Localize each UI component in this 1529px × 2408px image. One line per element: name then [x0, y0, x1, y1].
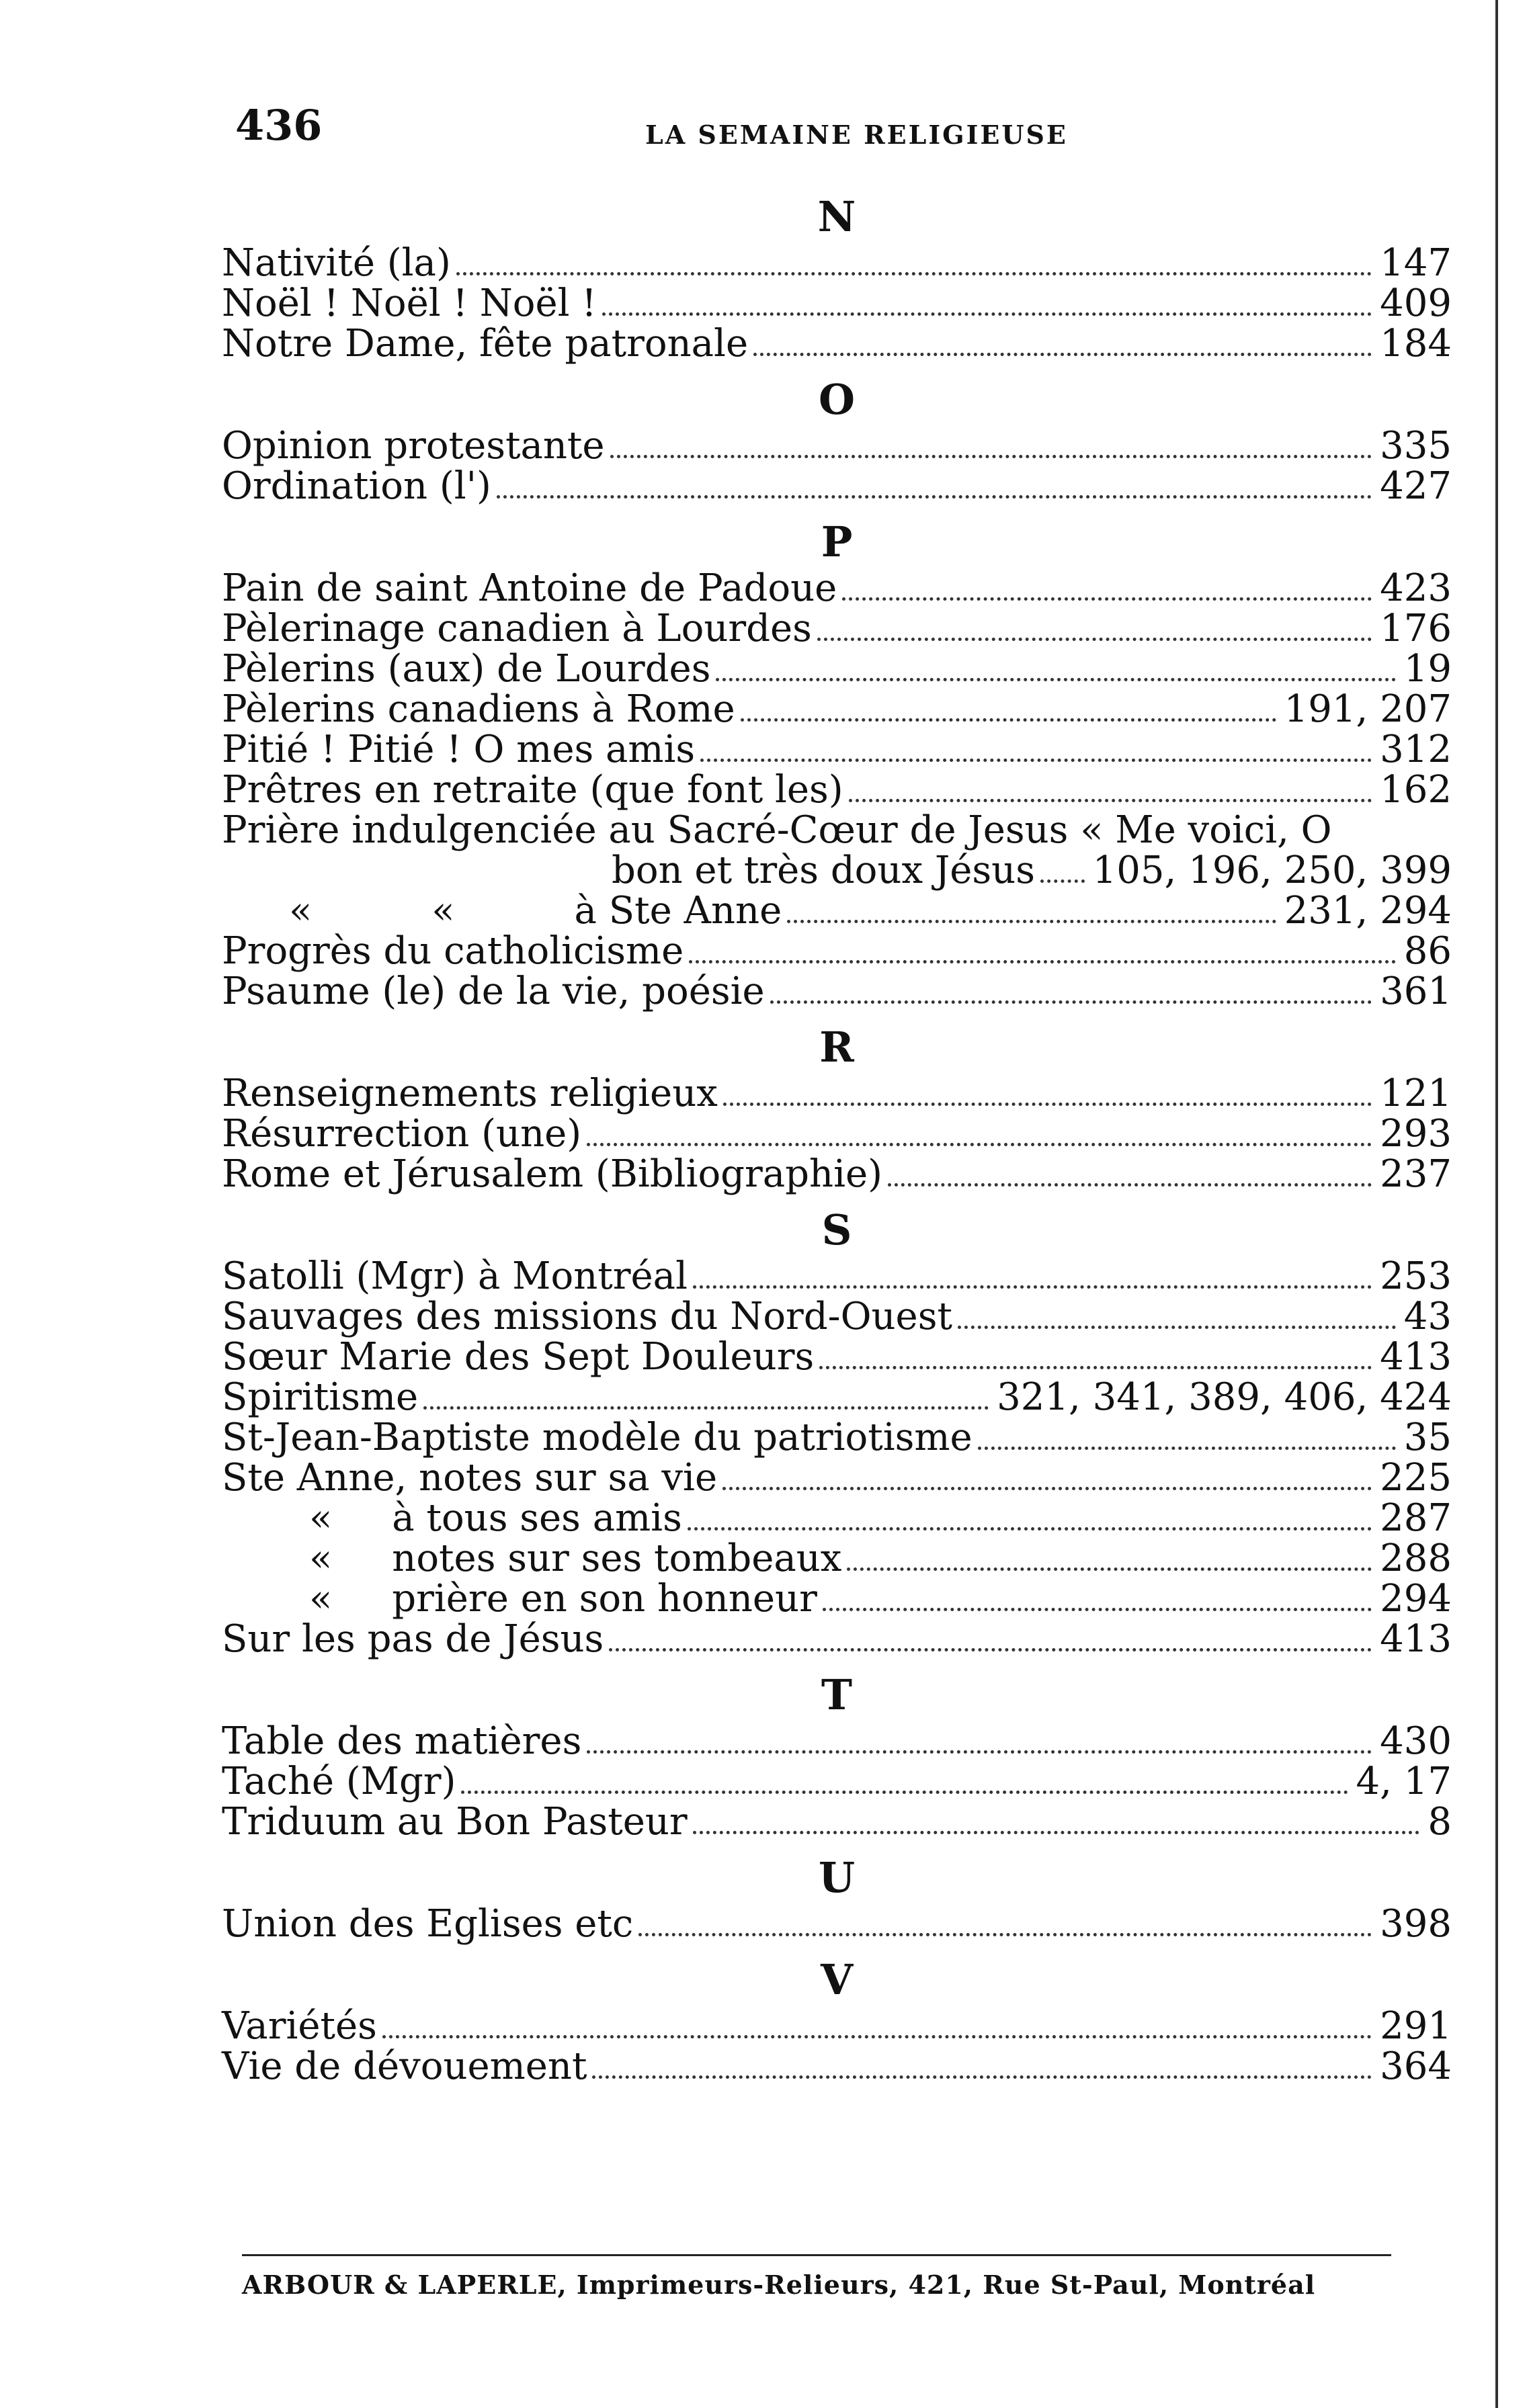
entry-label: Ordination (l'): [222, 464, 491, 508]
section-letter-n: N: [817, 192, 856, 241]
running-head: LA SEMAINE RELIGIEUSE: [645, 120, 1068, 150]
index-entry: [222, 1802, 1452, 1842]
entry-pages: 237: [1380, 1152, 1452, 1196]
entry-pages: 184: [1380, 322, 1452, 366]
dot-leader: [958, 1326, 1396, 1329]
index-entry: [222, 931, 1452, 972]
index-entry: [222, 2006, 1452, 2047]
section-letter-r: R: [819, 1023, 854, 1072]
entry-pages: 231, 294: [1284, 889, 1452, 933]
entry-label: « notes sur ses tombeaux: [309, 1537, 842, 1580]
entry-pages: 35: [1403, 1416, 1452, 1459]
index-entry-ditto: [222, 1498, 1452, 1539]
footer-rule: [242, 2254, 1391, 2256]
dot-leader: [602, 312, 1372, 316]
section-letter-s: S: [821, 1205, 852, 1254]
entry-label: Opinion protestante: [222, 424, 605, 468]
entry-pages: 413: [1380, 1617, 1452, 1661]
entry-label: Vie de dévouement: [222, 2045, 587, 2088]
section-letter-t: T: [821, 1670, 853, 1719]
entry-pages: 413: [1380, 1335, 1452, 1379]
dot-leader: [497, 495, 1372, 499]
entry-pages: 19: [1403, 647, 1452, 691]
index-entry: [222, 1154, 1452, 1195]
entry-pages: 147: [1380, 241, 1452, 285]
dot-leader: [688, 1527, 1372, 1531]
dot-leader: [847, 1567, 1372, 1571]
entry-pages: 293: [1380, 1112, 1452, 1156]
index-entry: [222, 1256, 1452, 1297]
index-entry: [222, 568, 1452, 609]
entry-pages: 4, 17: [1356, 1760, 1452, 1803]
entry-pages: 321, 341, 389, 406, 424: [997, 1375, 1452, 1419]
entry-pages: 427: [1380, 464, 1452, 508]
entry-pages: 291: [1380, 2004, 1452, 2048]
index-entry-ditto: [222, 1579, 1452, 1619]
entry-label: Notre Dame, fête patronale: [222, 322, 749, 366]
dot-leader: [823, 1608, 1372, 1611]
index-entry: [222, 1904, 1452, 1944]
dot-leader: [587, 1750, 1372, 1754]
entry-label: Variétés: [222, 2004, 377, 2048]
dot-leader: [770, 1000, 1372, 1004]
entry-label: Noël ! Noël ! Noël !: [222, 282, 597, 325]
dot-leader: [456, 272, 1372, 275]
entry-label: bon et très doux Jésus: [612, 849, 1035, 892]
index-entry: [222, 609, 1452, 649]
dot-leader: [888, 1183, 1372, 1187]
dot-leader: [716, 678, 1395, 681]
entry-pages: 105, 196, 250, 399: [1092, 849, 1452, 892]
entry-pages: 364: [1380, 2045, 1452, 2088]
index-entry: [222, 1297, 1452, 1337]
entry-label: Prière indulgenciée au Sacré-Cœur de Jesus « Me voici, O: [222, 808, 1332, 852]
dot-leader: [461, 1791, 1348, 1794]
entry-label: Sur les pas de Jésus: [222, 1617, 604, 1661]
index-entry: [222, 689, 1452, 730]
entry-label: Spiritisme: [222, 1375, 419, 1419]
entry-label: Prêtres en retraite (que font les): [222, 768, 843, 812]
index-entry: [222, 770, 1452, 810]
index-entry-ditto: [222, 891, 1452, 931]
index-entry: [222, 243, 1452, 284]
dot-leader: [689, 960, 1395, 963]
entry-pages: 335: [1380, 424, 1452, 468]
entry-label: Satolli (Mgr) à Montréal: [222, 1254, 688, 1298]
index-entry: [222, 426, 1452, 466]
index-entry: [222, 1418, 1452, 1458]
entry-pages: 294: [1380, 1577, 1452, 1621]
entry-label: Psaume (le) de la vie, poésie: [222, 970, 765, 1013]
index-entry: [222, 1721, 1452, 1762]
section-letter-o: O: [818, 375, 855, 424]
entry-pages: 176: [1380, 607, 1452, 650]
index-entry: [222, 1377, 1452, 1418]
dot-leader: [700, 759, 1372, 762]
entry-pages: 423: [1380, 566, 1452, 610]
dot-leader: [382, 2035, 1372, 2038]
dot-leader: [753, 353, 1372, 356]
entry-pages: 398: [1380, 1902, 1452, 1946]
entry-label: Progrès du catholicisme: [222, 929, 684, 973]
entry-pages: 361: [1380, 970, 1452, 1013]
entry-label: St-Jean-Baptiste modèle du patriotisme: [222, 1416, 973, 1459]
entry-pages: 162: [1380, 768, 1452, 812]
entry-label: Nativité (la): [222, 241, 451, 285]
dot-leader: [723, 1103, 1372, 1106]
dot-leader: [819, 1366, 1372, 1369]
entry-pages: 409: [1380, 282, 1452, 325]
entry-label: « prière en son honneur: [309, 1577, 817, 1621]
index-entry: [222, 1458, 1452, 1498]
dot-leader: [1040, 879, 1085, 883]
entry-label: Table des matières: [222, 1719, 582, 1763]
dot-leader: [587, 1143, 1372, 1146]
index-entry-continuation: [222, 851, 1452, 891]
dot-leader: [842, 597, 1372, 601]
entry-pages: 287: [1380, 1496, 1452, 1540]
index-entry: [222, 730, 1452, 770]
page-edge: [1495, 0, 1498, 2408]
index-entry: [222, 972, 1452, 1012]
dot-leader: [817, 638, 1372, 641]
entry-label: Pèlerins canadiens à Rome: [222, 687, 735, 731]
section-letter-u: U: [818, 1853, 856, 1902]
entry-label: Pèlerinage canadien à Lourdes: [222, 607, 812, 650]
entry-pages: 8: [1428, 1800, 1452, 1844]
entry-label: Rome et Jérusalem (Bibliographie): [222, 1152, 882, 1196]
dot-leader: [423, 1406, 989, 1410]
entry-pages: 121: [1380, 1072, 1452, 1115]
index-entry: [222, 1619, 1452, 1660]
entry-pages: 312: [1380, 728, 1452, 771]
entry-label: Sœur Marie des Sept Douleurs: [222, 1335, 815, 1379]
dot-leader: [609, 1648, 1372, 1651]
entry-pages: 225: [1380, 1456, 1452, 1500]
entry-label: Renseignements religieux: [222, 1072, 718, 1115]
entry-label: Pèlerins (aux) de Lourdes: [222, 647, 711, 691]
dot-leader: [693, 1831, 1420, 1834]
entry-label: Ste Anne, notes sur sa vie: [222, 1456, 718, 1500]
dot-leader: [722, 1487, 1372, 1490]
entry-pages: 43: [1403, 1295, 1452, 1338]
index-entry: [222, 1074, 1452, 1114]
page-number: 436: [235, 101, 323, 150]
section-letter-p: P: [821, 517, 853, 566]
entry-label: Pitié ! Pitié ! O mes amis: [222, 728, 696, 771]
index-entry: [222, 284, 1452, 324]
index-body: [222, 181, 1452, 2087]
printer-imprint: ARBOUR & LAPERLE, Imprimeurs-Relieurs, 421, Rue St-Paul, Montréal: [242, 2270, 1316, 2300]
entry-label: « « à Ste Anne: [289, 889, 782, 933]
index-entry: [222, 1762, 1452, 1802]
dot-leader: [592, 2075, 1372, 2079]
entry-label: Résurrection (une): [222, 1112, 582, 1156]
index-entry: [222, 324, 1452, 364]
dot-leader: [978, 1447, 1396, 1450]
index-entry: [222, 1337, 1452, 1377]
entry-pages: 191, 207: [1284, 687, 1452, 731]
dot-leader: [638, 1933, 1372, 1936]
entry-pages: 86: [1403, 929, 1452, 973]
entry-pages: 430: [1380, 1719, 1452, 1763]
entry-label: Pain de saint Antoine de Padoue: [222, 566, 837, 610]
entry-label: « à tous ses amis: [309, 1496, 682, 1540]
entry-pages: 253: [1380, 1254, 1452, 1298]
dot-leader: [693, 1285, 1372, 1289]
index-entry: [222, 2047, 1452, 2087]
index-entry-ditto: [222, 1539, 1452, 1579]
dot-leader: [610, 455, 1372, 458]
index-entry: [222, 649, 1452, 689]
entry-label: Triduum au Bon Pasteur: [222, 1800, 688, 1844]
dot-leader: [849, 799, 1372, 802]
section-letter-v: V: [820, 1955, 854, 2004]
index-entry: [222, 1114, 1452, 1154]
dot-leader: [787, 920, 1276, 923]
index-entry: [222, 466, 1452, 507]
index-entry: [222, 810, 1452, 851]
entry-label: Sauvages des missions du Nord-Ouest: [222, 1295, 952, 1338]
entry-label: Taché (Mgr): [222, 1760, 456, 1803]
dot-leader: [741, 718, 1276, 722]
entry-pages: 288: [1380, 1537, 1452, 1580]
entry-label: Union des Eglises etc: [222, 1902, 634, 1946]
